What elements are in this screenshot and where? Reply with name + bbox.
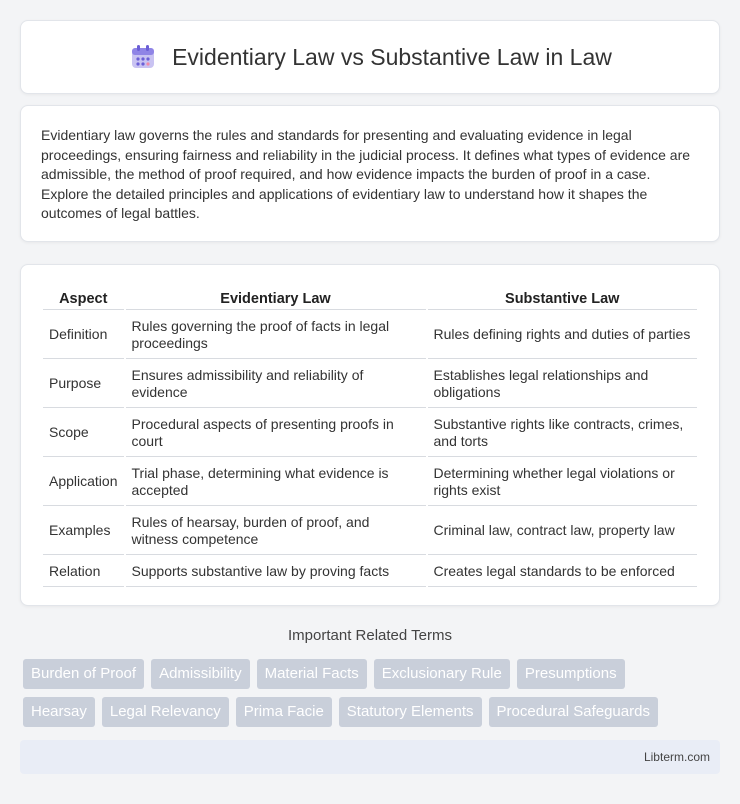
row-aspect: Purpose (43, 361, 124, 408)
row-aspect: Definition (43, 312, 124, 359)
row-substantive: Establishes legal relationships and obligations (428, 361, 698, 408)
row-substantive: Substantive rights like contracts, crimes, and torts (428, 410, 698, 457)
tag-burden-of-proof[interactable]: Burden of Proof (23, 659, 144, 689)
table-header-row (43, 287, 697, 310)
row-aspect: Application (43, 459, 124, 506)
tag-row (23, 697, 723, 727)
row-evidentiary: Supports substantive law by proving facts (126, 557, 426, 587)
intro-card (20, 105, 720, 242)
comparison-table (41, 285, 699, 589)
row-substantive: Rules defining rights and duties of parties (428, 312, 698, 359)
row-aspect: Relation (43, 557, 124, 587)
intro-text: Evidentiary law governs the rules and standards for presenting and evaluating evidence in legal proceedings, ensuring fairness and reliability in the judicial process. It defines what types of evidence are admissible, the method of proof required, and how evidence impacts the burden of proof in a case. Explore the detailed principles and applications of evidentiary law to understand how it shapes the outcomes of legal battles. (41, 127, 691, 221)
related-terms (23, 659, 723, 735)
tag-prima-facie[interactable]: Prima Facie (236, 697, 332, 727)
tag-procedural-safeguards[interactable]: Procedural Safeguards (489, 697, 658, 727)
header-card (20, 20, 720, 94)
row-aspect: Examples (43, 508, 124, 555)
row-aspect: Scope (43, 410, 124, 457)
header-substantive-law: Substantive Law (428, 287, 698, 310)
tag-hearsay[interactable]: Hearsay (23, 697, 95, 727)
table-row (43, 410, 697, 457)
row-substantive: Creates legal standards to be enforced (428, 557, 698, 587)
row-evidentiary: Rules governing the proof of facts in legal proceedings (126, 312, 426, 359)
tag-exclusionary-rule[interactable]: Exclusionary Rule (374, 659, 510, 689)
row-substantive: Criminal law, contract law, property law (428, 508, 698, 555)
tag-material-facts[interactable]: Material Facts (257, 659, 367, 689)
row-substantive: Determining whether legal violations or rights exist (428, 459, 698, 506)
tag-statutory-elements[interactable]: Statutory Elements (339, 697, 482, 727)
row-evidentiary: Procedural aspects of presenting proofs in court (126, 410, 426, 457)
row-evidentiary: Ensures admissibility and reliability of evidence (126, 361, 426, 408)
tag-presumptions[interactable]: Presumptions (517, 659, 625, 689)
footer-site-link[interactable]: Libterm.com (643, 750, 710, 764)
header-aspect: Aspect (43, 287, 124, 310)
comparison-card (20, 264, 720, 606)
tag-admissibility[interactable]: Admissibility (151, 659, 250, 689)
table-row (43, 508, 697, 555)
row-evidentiary: Rules of hearsay, burden of proof, and witness competence (126, 508, 426, 555)
tag-legal-relevancy[interactable]: Legal Relevancy (102, 697, 229, 727)
header-evidentiary-law: Evidentiary Law (126, 287, 426, 310)
footer (20, 740, 720, 774)
table-row (43, 557, 697, 587)
table-row (43, 459, 697, 506)
related-terms-title: Important Related Terms (288, 627, 452, 644)
table-row (43, 312, 697, 359)
calendar-icon (128, 42, 158, 72)
row-evidentiary: Trial phase, determining what evidence is accepted (126, 459, 426, 506)
tag-row (23, 659, 723, 689)
table-row (43, 361, 697, 408)
page-title: Evidentiary Law vs Substantive Law in Law (172, 43, 612, 70)
